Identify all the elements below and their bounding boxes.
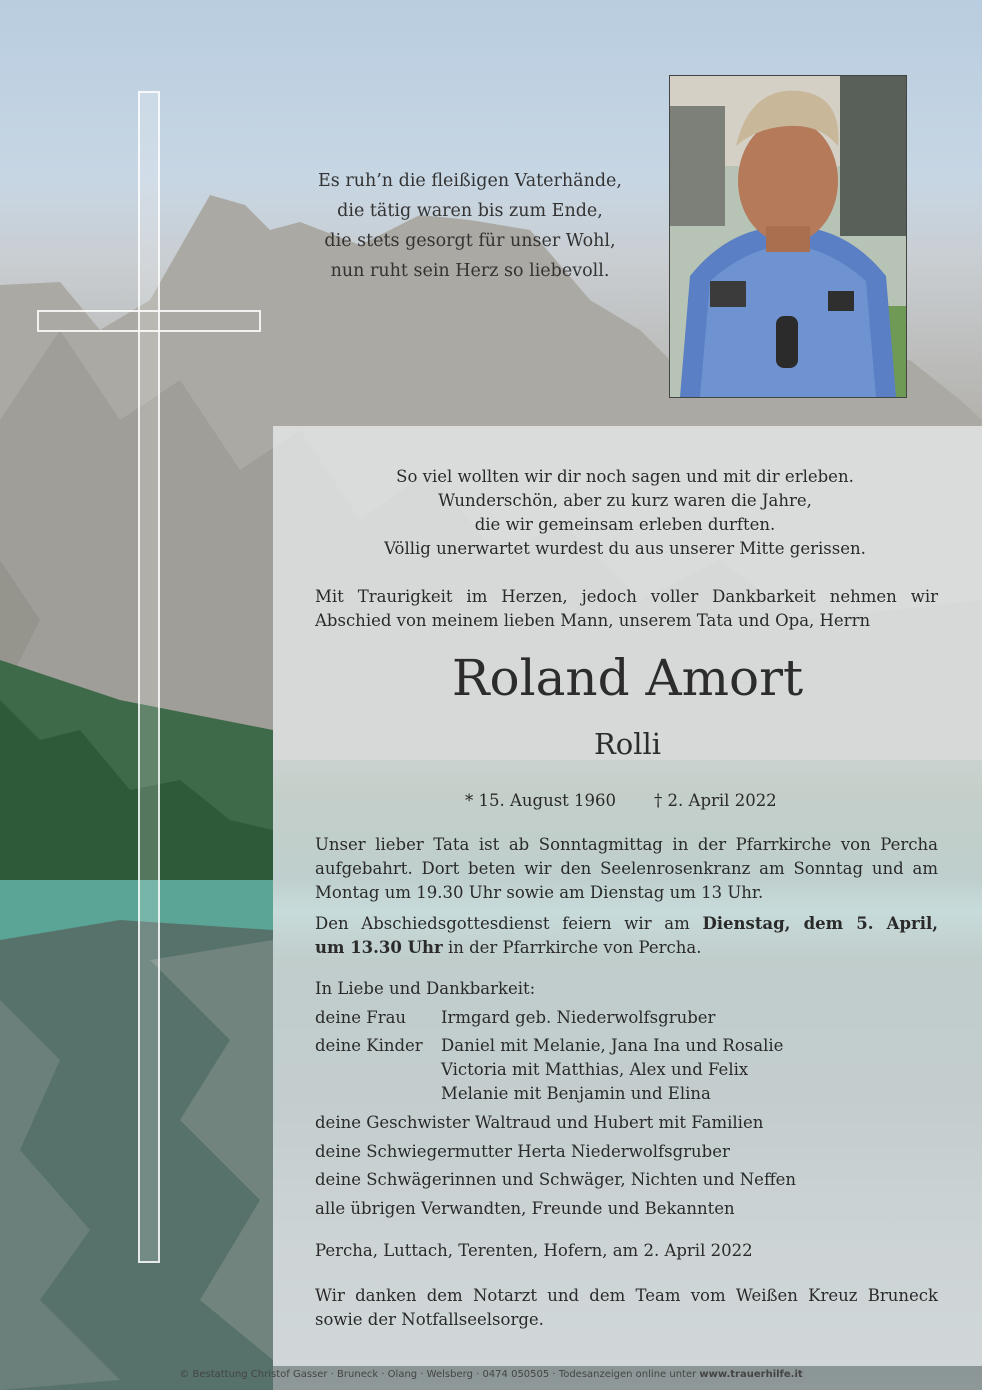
footer [0,1369,982,1380]
portrait-photo [669,75,907,398]
mourner-entry: deine Schwiegermutter Herta Niederwolfsgruber [315,1142,730,1161]
wake-line: Montag um 19.30 Uhr sowie am Dienstag um 13 Uhr. [315,883,764,902]
wake-line: aufgebahrt. Dort beten wir den Seelenrosenkranz am Sonntag und am [315,859,938,878]
thanks-line: Wir danken dem Notarzt und dem Team vom Weißen Kreuz Bruneck [315,1286,938,1305]
verse [300,166,640,286]
mourners-intro: In Liebe und Dankbarkeit: [315,979,536,998]
verse-line: nun ruht sein Herz so liebevoll. [330,261,610,281]
verse-line: die tätig waren bis zum Ende, [337,201,603,221]
funeral-text: Den Abschiedsgottesdienst feiern wir am [315,914,703,933]
thanks-line: sowie der Notfallseelsorge. [315,1310,544,1329]
funeral-line-1 [315,912,938,936]
deceased-nickname: Rolli [593,727,662,761]
verse-line: Es ruh’n die fleißigen Vaterhände, [318,171,622,191]
place-date: Percha, Luttach, Terenten, Hofern, am 2. April 2022 [315,1241,753,1260]
footer-text: © Bestattung Christof Gasser · Bruneck · Olang · Welsberg · 0474 050505 · Todesanzeigen online unter [179,1369,700,1380]
funeral-place: in der Pfarrkirche von Percha. [442,938,702,957]
funeral-line-2 [315,936,938,960]
footer-link[interactable]: www.trauerhilfe.it [699,1369,803,1380]
child-entry: Victoria mit Matthias, Alex und Felix [441,1060,749,1079]
wife-name: Irmgard geb. Niederwolfsgruber [441,1008,716,1027]
announcement-line: Mit Traurigkeit im Herzen, jedoch voller Dankbarkeit nehmen wir [315,587,938,606]
announcement [315,585,938,633]
death-date: † 2. April 2022 [654,791,777,810]
children-label: deine Kinder [315,1036,423,1055]
intro-text [290,465,960,561]
child-entry: Daniel mit Melanie, Jana Ina und Rosalie [441,1036,784,1055]
intro-line: die wir gemeinsam erleben durften. [474,515,776,534]
announcement-line: Abschied von meinem lieben Mann, unserem Tata und Opa, Herrn [315,611,871,630]
wake-line: Unser lieber Tata ist ab Sonntagmittag in der Pfarrkirche von Percha [315,835,938,854]
intro-line: Völlig unerwartet wurdest du aus unserer Mitte gerissen. [384,539,866,558]
intro-line: Wunderschön, aber zu kurz waren die Jahre, [438,491,812,510]
life-dates [465,789,777,813]
funeral-date: Dienstag, dem 5. April, [702,914,938,933]
deceased-name: Roland Amort [451,649,804,707]
wake-info [315,833,938,905]
birth-date: * 15. August 1960 [465,791,617,810]
child-entry: Melanie mit Benjamin und Elina [441,1084,711,1103]
thanks [315,1284,938,1332]
wife-label: deine Frau [315,1008,407,1027]
funeral-time: um 13.30 Uhr [315,938,443,957]
mourner-entry: deine Geschwister Waltraud und Hubert mit Familien [315,1113,764,1132]
mourner-entry: deine Schwägerinnen und Schwäger, Nichten und Neffen [315,1170,797,1189]
intro-line: So viel wollten wir dir noch sagen und mit dir erleben. [396,467,854,486]
mourner-entry: alle übrigen Verwandten, Freunde und Bekannten [315,1199,735,1218]
funeral-info [315,912,938,960]
verse-line: die stets gesorgt für unser Wohl, [324,231,616,251]
